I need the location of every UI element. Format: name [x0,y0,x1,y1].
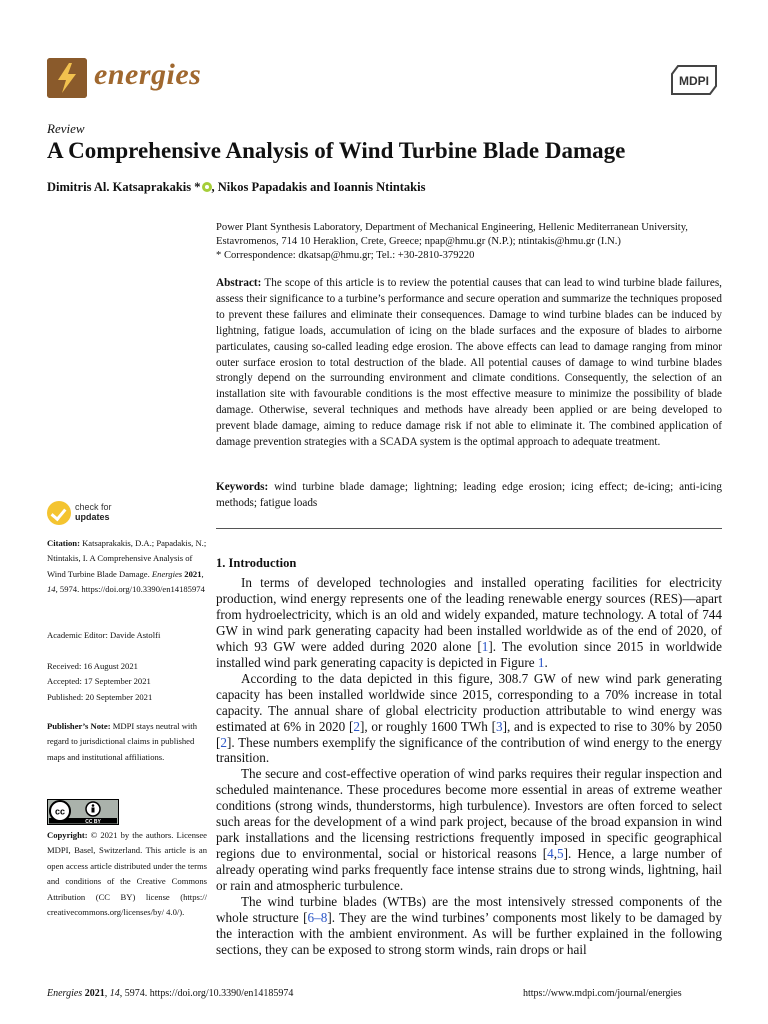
divider [216,528,722,529]
orcid-icon[interactable] [202,182,212,192]
journal-name: energies [94,58,202,91]
figure-link[interactable]: 1 [537,654,545,670]
keywords-label: Keywords: [216,481,269,493]
abstract-label: Abstract: [216,277,262,289]
check-for-updates-button[interactable]: check for updates [47,501,127,529]
affiliation: Power Plant Synthesis Laboratory, Department of Mechanical Engineering, Hellenic Mediterranean University, Estavromenos, 714 10 Heraklion, Crete, Greece; npap@hmu.gr (N.P.); ntintakis@hmu.gr (I.N.) [216,222,688,247]
introduction-body [216,575,722,958]
article-type: Review [47,121,85,136]
reference-link[interactable]: 2 [220,734,227,750]
reference-link[interactable]: 6–8 [307,910,328,926]
doi-link[interactable]: , 5974. https://doi.org/10.3390/en14185974 [55,584,205,595]
authors [47,180,425,195]
paragraph: The wind turbine blades (WTBs) are the most intensively stressed components of the whole structure [6–8]. They are the wind turbines’ components most likely to be damaged by the interaction with the ambient environment. As will be further explained in the following sections, they can be exposed to strong storm winds, rain drops or hail [216,894,722,957]
citation: Citation: Katsaprakakis, D.A.; Papadakis, N.; Ntintakis, I. A Comprehensive Analysis of Wind Turbine Blade Damage. Energies 2021, 14, 5974. https://doi.org/10.3390/en14185974 [47,538,207,595]
publisher-note: Publisher’s Note: MDPI stays neutral with regard to jurisdictional claims in published maps and institutional affiliations. [47,721,197,762]
copyright: Copyright: © 2021 by the authors. Licensee MDPI, Basel, Switzerland. This article is an open access article distributed under the terms and conditions of the Creative Commons Attribution (CC BY) license (https:// creativecommons.org/licenses/by/ 4.0/). [47,830,207,918]
journal-url-link[interactable]: https://www.mdpi.com/journal/energies [523,988,682,999]
paragraph: In terms of developed technologies and installed operating facilities for electricity production, wind energy represents one of the leading renewable energy sources (RES)—apart from hydroelectricity, which is an old and widely expanded, mature technology. A total of 744 GW in wind park generating capacity had been installed worldwide as of the end of 2020, of which 93 GW were added during 2020 alone [1]. The evolution since 2015 in worldwide installed wind park generating capacity is depicted in Figure 1. [216,575,722,670]
svg-text:MDPI: MDPI [679,74,709,88]
received-date: Received: 16 August 2021 [47,661,138,671]
svg-text:CC BY: CC BY [85,819,101,825]
footer-citation: Energies 2021, 14, 5974. https://doi.org/10.3390/en14185974 [47,988,294,999]
mdpi-logo [666,62,722,98]
published-date: Published: 20 September 2021 [47,691,153,702]
section-heading: 1. Introduction [216,556,297,570]
correspondence: * Correspondence: dkatsap@hmu.gr; Tel.: +30-2810-379220 [216,250,475,261]
cc-by-license-icon[interactable] [47,799,119,825]
abstract [216,276,722,451]
keywords [216,480,722,512]
reference-link[interactable]: 4 [547,846,554,862]
accepted-date: Accepted: 17 September 2021 [47,676,151,687]
page-title: A Comprehensive Analysis of Wind Turbine Blade Damage [47,138,626,163]
author-others: , Nikos Papadakis and Ioannis Ntintakis [211,180,426,194]
academic-editor: Academic Editor: Davide Astolfi [47,630,161,640]
checkmark-icon [47,501,71,525]
dates [47,659,207,705]
paragraph: The secure and cost-effective operation of wind parks requires their regular inspection and scheduled maintenance. These procedures become more essential in areas of extreme weather conditions (strong winds, thunderstorms, high turbulence). Investors are often forced to select such areas for the development of a wind park project, because of the broad expansion in wind park installations and the licensing restrictions frequently imposed in specific geographical regions due to environmental, social or historical reasons [4,5]. Hence, a large number of already operating wind parks frequently face intense strains due to strong winds, lightning, hail or rain and atmospheric turbulence. [216,766,722,894]
reference-link[interactable]: 5 [557,846,564,862]
keywords-text: wind turbine blade damage; lightning; leading edge erosion; icing effect; de-icing; anti-icing methods; fatigue loads [216,481,722,509]
reference-link[interactable]: 1 [481,638,489,654]
paragraph: According to the data depicted in this figure, 308.7 GW of new wind park generating capacity has been installed worldwide since 2015, corresponding to a 70% increase in total capacity. The annual share of global electricity production attributable to wind energy was estimated at 6% in 2020 [2], or roughly 1600 TWh [3], and is expected to rise to 30% by 2050 [2]. These numbers exemplify the significance of the contribution of wind energy to the energy transition. [216,670,722,766]
author-katsaprakakis[interactable]: Dimitris Al. Katsaprakakis * [47,180,201,194]
abstract-text: The scope of this article is to review the potential causes that can lead to wind turbine blade failures, assess their significance to a turbine’s performance and secure operation and summarize the techniques proposed to prevent these failures and eliminate their consequences. Damage to wind turbine blades can be induced by lightning, fatigue loads, accumulation of icing on the blade surfaces and the exposure of blades to airborne particulates, causing so-called leading edge erosion. The above effects can lead to damage ranging from minor outer surface erosion to total destruction of the blade. All potential causes of damage to wind turbine blades strongly depend on the surrounding environment and climate conditions. Consequently, the selection of an installation site with favourable conditions is the most effective measure to minimize the possibility of blade damage. Otherwise, several techniques and methods have already been applied or are being developed to prevent blade damage, aiming to reduce damage risk if not able to eliminate it. The combined application of damage prevention strategies with a SCADA system is the optimal approach to adequate treatment. [216,277,722,449]
reference-link[interactable]: 2 [353,718,360,734]
reference-link[interactable]: 3 [496,718,503,734]
journal-logo-icon [47,58,87,98]
svg-text:cc: cc [54,806,66,817]
